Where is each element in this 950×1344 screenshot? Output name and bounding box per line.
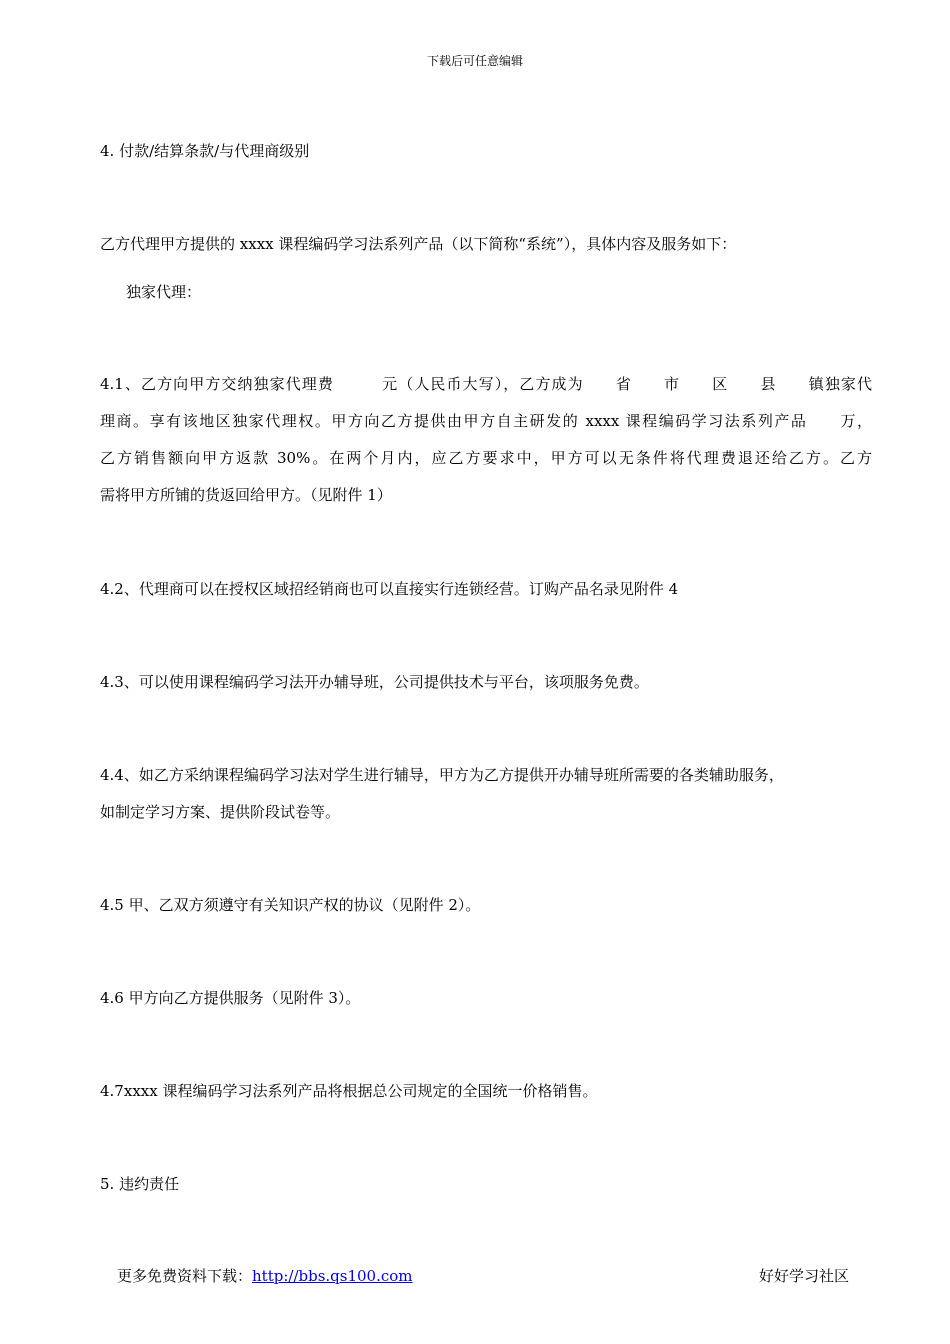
clause-4-1-line-3: 乙方销售额向甲方返款 30%。在两个月内，应乙方要求中，甲方可以无条件将代理费退还给乙方。乙方: [100, 449, 872, 467]
section-4-heading: 4. 付款/结算条款/与代理商级别: [100, 142, 310, 160]
clause-4-6: 4.6 甲方向乙方提供服务（见附件 3）。: [100, 989, 361, 1007]
footer-prefix: 更多免费资料下载：: [117, 1267, 253, 1285]
clause-4-1-line-4: 需将甲方所铺的货返回给甲方。（见附件 1）: [100, 486, 392, 504]
footer-download-note: [117, 1264, 413, 1288]
clause-4-2: 4.2、代理商可以在授权区域招经销商也可以直接实行连锁经营。订购产品名录见附件 4: [100, 580, 679, 598]
clause-4-4-line-1: 4.4、如乙方采纳课程编码学习法对学生进行辅导，甲方为乙方提供开办辅导班所需要的各类辅助服务，: [100, 766, 784, 784]
intro-paragraph: 乙方代理甲方提供的 xxxx 课程编码学习法系列产品（以下简称“系统”），具体内容及服务如下：: [100, 235, 737, 253]
clause-4-1-line-2: 理商。享有该地区独家代理权。甲方向乙方提供由甲方自主研发的 xxxx 课程编码学习法系列产品 万，: [100, 412, 872, 430]
clause-4-1-line-1: 4.1、乙方向甲方交纳独家代理费 元（人民币大写），乙方成为 省 市 区 县 镇独家代: [100, 375, 872, 393]
footer-link[interactable]: http://bbs.qs100.com: [252, 1267, 413, 1285]
header-note: 下载后可任意编辑: [426, 54, 523, 68]
clause-4-3: 4.3、可以使用课程编码学习法开办辅导班，公司提供技术与平台，该项服务免费。: [100, 673, 649, 691]
clause-4-4-line-2: 如制定学习方案、提供阶段试卷等。: [100, 803, 341, 821]
clause-4-7: 4.7xxxx 课程编码学习法系列产品将根据总公司规定的全国统一价格销售。: [100, 1082, 598, 1100]
footer-community-name: 好好学习社区: [758, 1267, 849, 1285]
exclusive-agent-label: 独家代理：: [126, 283, 202, 301]
page-footer: [117, 1264, 849, 1288]
clause-4-5: 4.5 甲、乙双方须遵守有关知识产权的协议（见附件 2）。: [100, 896, 481, 914]
section-5-heading: 5. 违约责任: [100, 1175, 180, 1193]
